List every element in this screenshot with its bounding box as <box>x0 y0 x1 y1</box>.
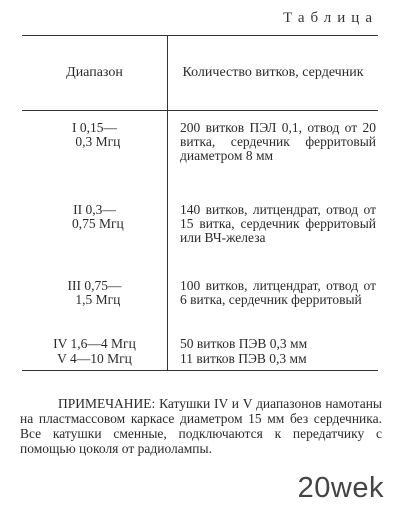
turns-cell: 200 витков ПЭЛ 0,1, отвод от 20 витка, сердечник ферритовый диаметром 8 мм <box>180 120 376 163</box>
range-cell: I 0,15— 0,3 Мгц <box>22 111 168 203</box>
range-cell: V 4—10 Мгц <box>22 352 168 371</box>
header-range: Диапазон <box>22 36 168 111</box>
table-header-row <box>22 36 378 111</box>
coil-table <box>22 35 378 371</box>
turns-cell: 50 витков ПЭВ 0,3 мм <box>180 335 308 351</box>
note-text: Катушки IV и V диапазонов намотаны на пластмассовом каркасе диаметром 15 мм без сердечника. Все катушки сменные, подключаются к передатчику с помощью цоколя от радиолампы. <box>20 396 383 456</box>
table-row <box>22 203 378 279</box>
table-note <box>20 396 382 456</box>
note-indent <box>20 396 58 411</box>
header-turns: Количество витков, сердечник <box>168 36 379 111</box>
table-row <box>22 279 378 337</box>
range-cell: III 0,75— 1,5 Мгц <box>22 279 168 337</box>
turns-cell: 11 витков ПЭВ 0,3 мм <box>168 352 379 371</box>
turns-cell: 100 витков, литцендрат, отвод от 6 витка, сердечник ферритовый <box>180 277 376 307</box>
table-row <box>22 352 378 371</box>
table-caption: Таблица <box>283 10 378 26</box>
watermark: 20wek <box>297 472 384 504</box>
table-row <box>22 337 378 352</box>
turns-cell: 140 витков, литцендрат, отвод от 15 витка, сердечник ферритовый или ВЧ-железа <box>180 201 376 245</box>
table-row <box>22 111 378 203</box>
note-title: ПРИМЕЧАНИЕ: <box>58 396 156 411</box>
range-cell: II 0,3— 0,75 Мгц <box>22 203 168 279</box>
range-cell: IV 1,6—4 Мгц <box>22 337 168 352</box>
